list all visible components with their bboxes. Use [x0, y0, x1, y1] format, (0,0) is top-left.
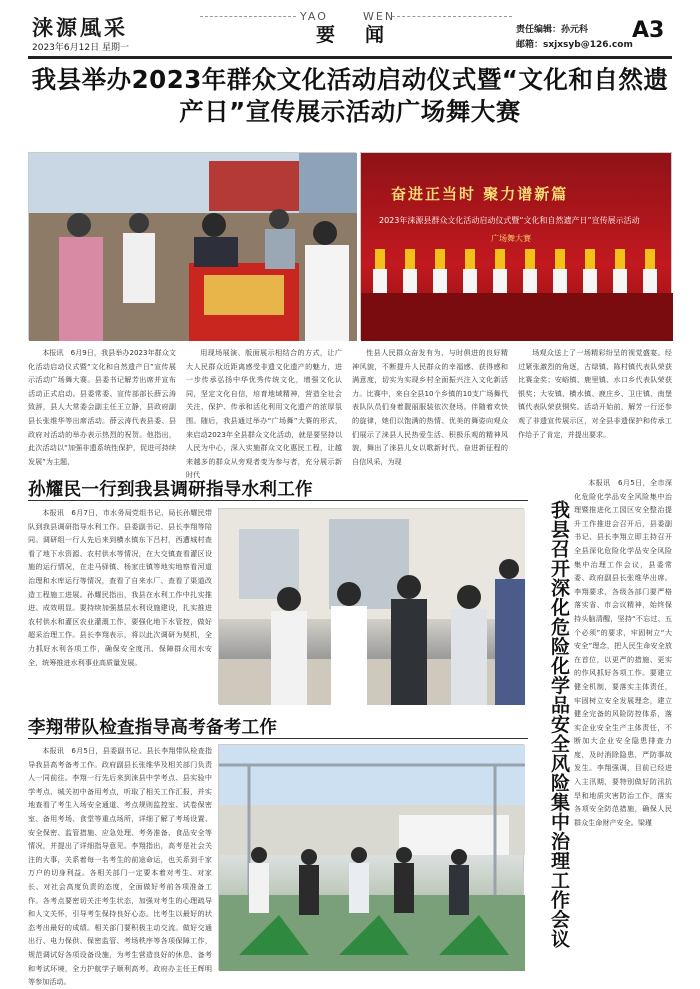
- story2-headline: 孙耀民一行到我县调研指导水利工作: [28, 480, 313, 500]
- story3-body: [28, 744, 212, 987]
- story3-photo-illustration: [219, 745, 525, 971]
- lead-photo-opening: [28, 152, 356, 340]
- story2-body-text: 本报讯 6月7日，市水务局党组书记、局长孙耀民带队到我县调研指导水利工作。县委副书记、县长李翔等陪同。调研组一行人先后来到横水镇东下吕村，西遭城村查看了地下水资源、农村供水等情况，在大交镇查看灌区设施的运行情况，在走马驿镇、杨家庄镇等地实地察看河道治理和水库运行等情况，查看了自来水厂、查看了渠道改造工程施工进展。孙耀民指出，我县在水利工作中扎实推进、成效明显。要持续加强基层水利设施建设，扎实推进农村供水和灌区农业灌溉工作，要强化地下水管控，做好超采治理工作。县长李翔表示，将以此次调研为契机，全力抓好水利各项工作，确保安全度汛、保障群众用水安全，统筹推进水利事业高质量发展。: [28, 508, 212, 667]
- lead-story-col-2: [186, 346, 342, 480]
- stage-banner-title: 奋进正当时 聚力谱新篇: [391, 185, 569, 203]
- editor-email: 邮箱：sxjxsyb@126.com: [516, 40, 633, 50]
- newspaper-logo: 涞源風采: [32, 15, 128, 40]
- stage-banner-subtitle: 2023年涞源县群众文化活动启动仪式暨“文化和自然遗产日”宣传展示活动: [379, 216, 640, 225]
- story3-rule: [28, 738, 528, 739]
- lead-story-col-3: [352, 346, 508, 470]
- masthead-divider-left: [200, 16, 296, 17]
- lead-story-col-4-text: 场观众送上了一场精彩纷呈的视觉盛宴。经过紧张激烈的角逐，古绿镇、陈村镇代表队荣获比赛金奖；安峪镇、鹿里镇、水口乡代表队荣获银奖；大安镇、横水镇、鹿庄乡、卫庄镇、南堡镇代表队荣获铜奖。活动开始前，解芳一行还参观了非遗宣传展示区，对全县非遗保护和传承工作给予了肯定，并提出要求。: [518, 348, 672, 439]
- lead-story-col-1: [28, 346, 176, 470]
- dancers-illustration: [361, 153, 673, 341]
- story3-photo: [218, 744, 524, 970]
- story3-headline: 李翔带队检查指导高考备考工作: [28, 718, 278, 738]
- lead-story-col-1-text: 本报讯 6月9日，我县举办2023年群众文化活动启动仪式暨“文化和自然遗产日”宣传展示活动广场舞大赛。县委书记解芳出席并宣布活动正式启动。县委常委、宣传部部长薛云涛致辞，县人大常委会副主任王立静，县政府副县长张维华等出席活动。薛云涛代表县委、县政府对活动的举办表示热烈的祝贺。他指出，此次活动以“加强非遗系统性保护，促进可持续发展”为主题，: [28, 348, 176, 466]
- lead-photo-dance: [360, 152, 672, 340]
- story4-body: [574, 476, 672, 970]
- photo-opening-illustration: [29, 153, 357, 341]
- issue-date: 2023年6月12日 星期一: [32, 43, 129, 53]
- lead-story-col-3-text: 性县人民群众奋发有为、与时俱进的良好精神风貌，不断提升人民群众的幸福感、获得感和满意度，切实为实现乡村全面振兴注入文化新活力。比赛中，来自全县10个乡镇的10支广场舞代表队队员们身着靓丽服装依次登场。伴随着欢快的旋律，她们以饱满的热情、优美的舞姿向观众们展示了涞县人民热爱生活、积极乐观的精神风貌，舞出了涞县儿女以歌新时代、奋进新征程的自信风采，为现: [352, 348, 508, 466]
- story2-body: [28, 506, 212, 704]
- story2-rule: [28, 500, 528, 501]
- lead-headline: 我县举办2023年群众文化活动启动仪式暨“文化和自然遗产日”宣传展示活动广场舞大赛: [31, 65, 669, 127]
- masthead-divider-right: [392, 16, 512, 17]
- stage-banner-subtitle-2: 广场舞大赛: [491, 234, 531, 243]
- lead-story-col-4: [518, 346, 672, 470]
- story2-photo-illustration: [219, 509, 525, 705]
- story4-body-text: 本报讯 6月5日，全市深化危险化学品安全风险集中治理暨推进化工园区安全整治提升工作推进会召开后，县委副书记、县长李翔立即主持召开全县深化危险化学品安全风险集中治理工作会议，县委常委、政府副县长张维华出席。李翔要求，各级各部门要严格落实省、市会议精神，始终保持头脑清醒，坚持“不忘过、五个必须”的要求，牢固树立“大安全”理念，把人民生命安全放在首位，以更严的措施、更实的作风抓好各项工作。要建立健全机制，要落实主体责任，牢固树立安全发展理念，建立健全完备的风险防控体系，落实企业安全生产主体责任，不断加大企业安全隐患排查力度，及时消除隐患，严防事故发生。李翔强调，目前已经进入主汛期，要特别做好防汛抗旱和地质灾害防治工作，落实各项安全防范措施，确保人民群众生命财产安全。梁瑾: [574, 478, 672, 827]
- story2-photo: [218, 508, 524, 704]
- story3-body-text: 本报讯 6月5日，县委副书记、县长李翔带队检查指导我县高考备考工作。政府副县长张维华及相关部门负责人一同前往。李翔一行先后来到涞县中学考点、县实验中学考点、城关初中备用考点，听取了相关工作汇报，并实地查看了考生入场安全通道、考点规则监控室、试卷保密室、备用考场、食堂等重点场所，详细了解了考场设置、安全保密、监管措施、应急处理、考务准备、食品安全等情况，并提出了详细指导意见。李翔指出，高考是社会关注的大事，关系着每一名考生的前途命运，也关系到千家万户的切身利益。各相关部门一定要本着对考生、对家长、对社会高度负责的态度，全面做好考前各项准备工作。各考点要密切关注考生状态，加强对考生的心理疏导和人文关怀，引导考生保持良好心态。比考生以最好的状态考出最好的成绩。相关部门要积极主动交流。做好交通出行、电力保供、保密监管、考场秩序等各项保障工作，规范调试好各项设备设施，为考生营造良好的休息、备考和考试环境，全力护航学子顺利高考。政府办主任王辉明等参加活动。: [28, 746, 212, 987]
- section-pinyin-right: WEN: [363, 10, 396, 23]
- section-title: 要闻: [315, 24, 414, 46]
- story4-headline: 我县召开深化危险化学品安全风险集中治理工作会议: [548, 499, 570, 949]
- lead-story-col-2-text: 用现场展演、版面展示相结合的方式，让广大人民群众近距离感受非遗文化遗产的魅力，进一步传承弘扬中华优秀传统文化，增强文化认同，坚定文化自信，培育地域精神，营造全社会关注、保护、传承和活化利用文化遗产的浓厚氛围。随后，我县通过举办“广场舞”大赛的形式，来启动2023年全县群众文化活动，就是要坚持以人民为中心，深入实施群众文化惠民工程，让越来越多的群众从旁观者变为参与者，充分展示新时代: [186, 348, 342, 480]
- masthead-rule: [28, 56, 672, 59]
- editor-credit: 责任编辑：孙元科: [516, 25, 589, 35]
- section-pinyin-left: YAO: [300, 10, 328, 23]
- page-number: A3: [632, 18, 665, 43]
